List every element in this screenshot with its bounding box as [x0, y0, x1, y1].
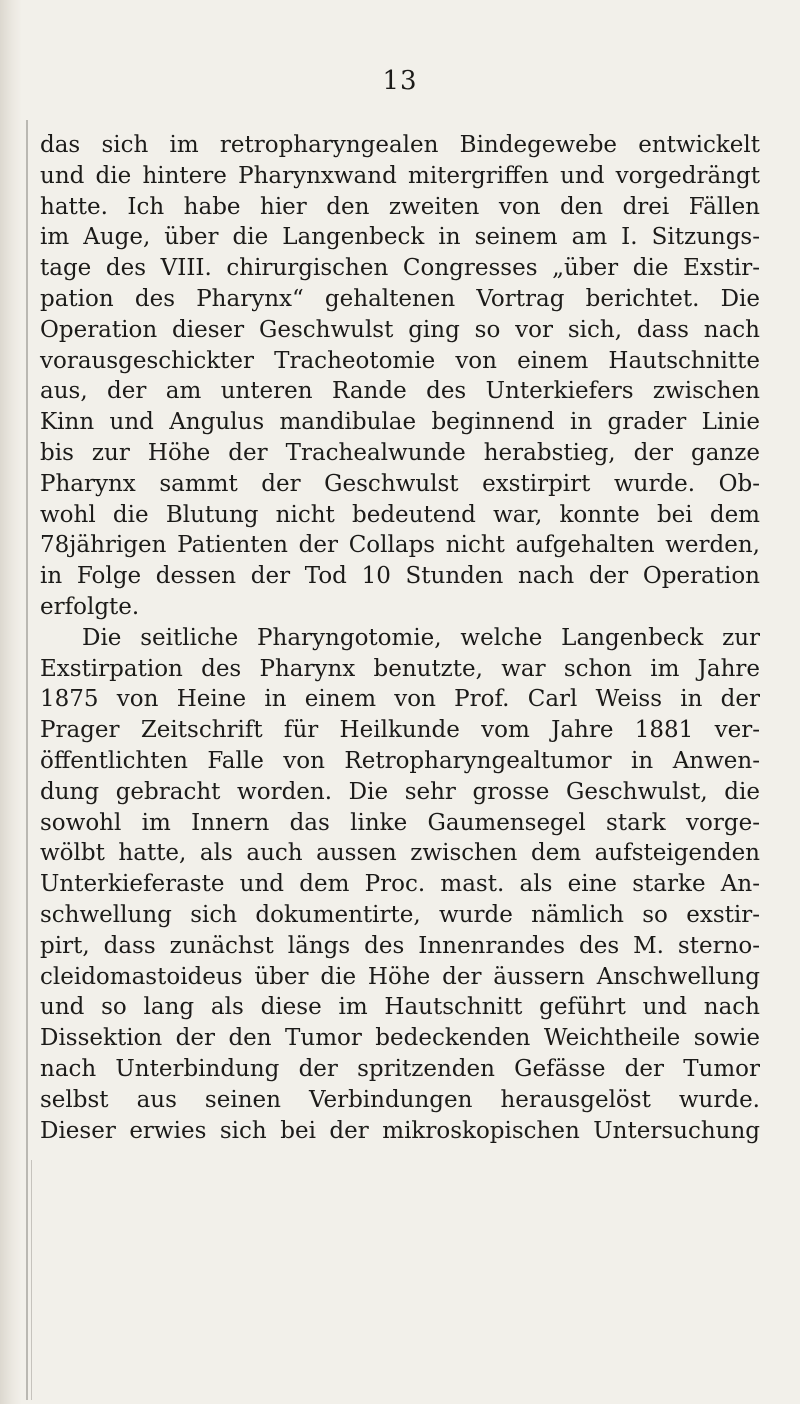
- text-line: vorausgeschickter Tracheotomie von einem Hautschnitte: [40, 347, 760, 374]
- binding-edge-line-secondary: [31, 1160, 32, 1400]
- text-line: und die hintere Pharynxwand mitergriffen und vorgedrängt: [40, 162, 760, 189]
- text-line: dung gebracht worden. Die sehr grosse Geschwulst, die: [40, 778, 760, 805]
- text-line: im Auge, über die Langenbeck in seinem am I. Sitzungs-: [40, 224, 760, 251]
- text-line: Pharynx sammt der Geschwulst exstirpirt wurde. Ob-: [40, 470, 760, 497]
- text-line: 78jährigen Patienten der Collaps nicht aufgehalten werden,: [40, 532, 760, 559]
- text-line: aus, der am unteren Rande des Unterkiefers zwischen: [40, 378, 760, 405]
- body-text: [40, 130, 760, 1146]
- text-line: Prager Zeitschrift für Heilkunde vom Jahre 1881 ver-: [40, 717, 760, 744]
- text-line: wölbt hatte, als auch aussen zwischen dem aufsteigenden: [40, 840, 760, 867]
- text-line: in Folge dessen der Tod 10 Stunden nach der Operation: [40, 563, 760, 590]
- text-line: bis zur Höhe der Trachealwunde herabstieg, der ganze: [40, 439, 760, 466]
- text-line: pation des Pharynx“ gehaltenen Vortrag berichtet. Die: [40, 285, 760, 312]
- text-line: wohl die Blutung nicht bedeutend war, konnte bei dem: [40, 501, 760, 528]
- text-line: Unterkieferaste und dem Proc. mast. als eine starke An-: [40, 871, 760, 898]
- text-line: Kinn und Angulus mandibulae beginnend in grader Linie: [40, 409, 760, 436]
- text-line: Exstirpation des Pharynx benutzte, war schon im Jahre: [40, 655, 760, 682]
- page-gutter-shadow: [0, 0, 22, 1404]
- text-line: schwellung sich dokumentirte, wurde nämlich so exstir-: [40, 901, 760, 928]
- text-line: Dissektion der den Tumor bedeckenden Weichtheile sowie: [40, 1025, 760, 1052]
- text-line: nach Unterbindung der spritzenden Gefässe der Tumor: [40, 1055, 760, 1082]
- text-line: das sich im retropharyngealen Bindegewebe entwickelt: [40, 132, 760, 158]
- text-line: erfolgte.: [40, 593, 140, 620]
- text-line: tage des VIII. chirurgischen Congresses „über die Exstir-: [40, 255, 760, 282]
- text-line: selbst aus seinen Verbindungen herausgelöst wurde.: [40, 1086, 760, 1113]
- text-line: öffentlichten Falle von Retropharyngealtumor in Anwen-: [40, 747, 760, 774]
- text-line: sowohl im Innern das linke Gaumensegel stark vorge-: [40, 809, 760, 836]
- text-line: Operation dieser Geschwulst ging so vor sich, dass nach: [40, 316, 760, 343]
- text-line: cleidomastoideus über die Höhe der äussern Anschwellung: [40, 963, 760, 990]
- text-line: 1875 von Heine in einem von Prof. Carl Weiss in der: [40, 686, 760, 713]
- text-line: Dieser erwies sich bei der mikroskopischen Untersuchung: [40, 1117, 760, 1144]
- text-line: hatte. Ich habe hier den zweiten von den drei Fällen: [40, 193, 760, 220]
- page-number: 13: [382, 66, 418, 96]
- paragraph-start-line: Die seitliche Pharyngotomie, welche Langenbeck zur: [82, 624, 760, 651]
- binding-edge-line: [26, 120, 28, 1400]
- text-line: und so lang als diese im Hautschnitt geführt und nach: [40, 994, 760, 1021]
- text-line: pirt, dass zunächst längs des Innenrandes des M. sterno-: [40, 932, 760, 959]
